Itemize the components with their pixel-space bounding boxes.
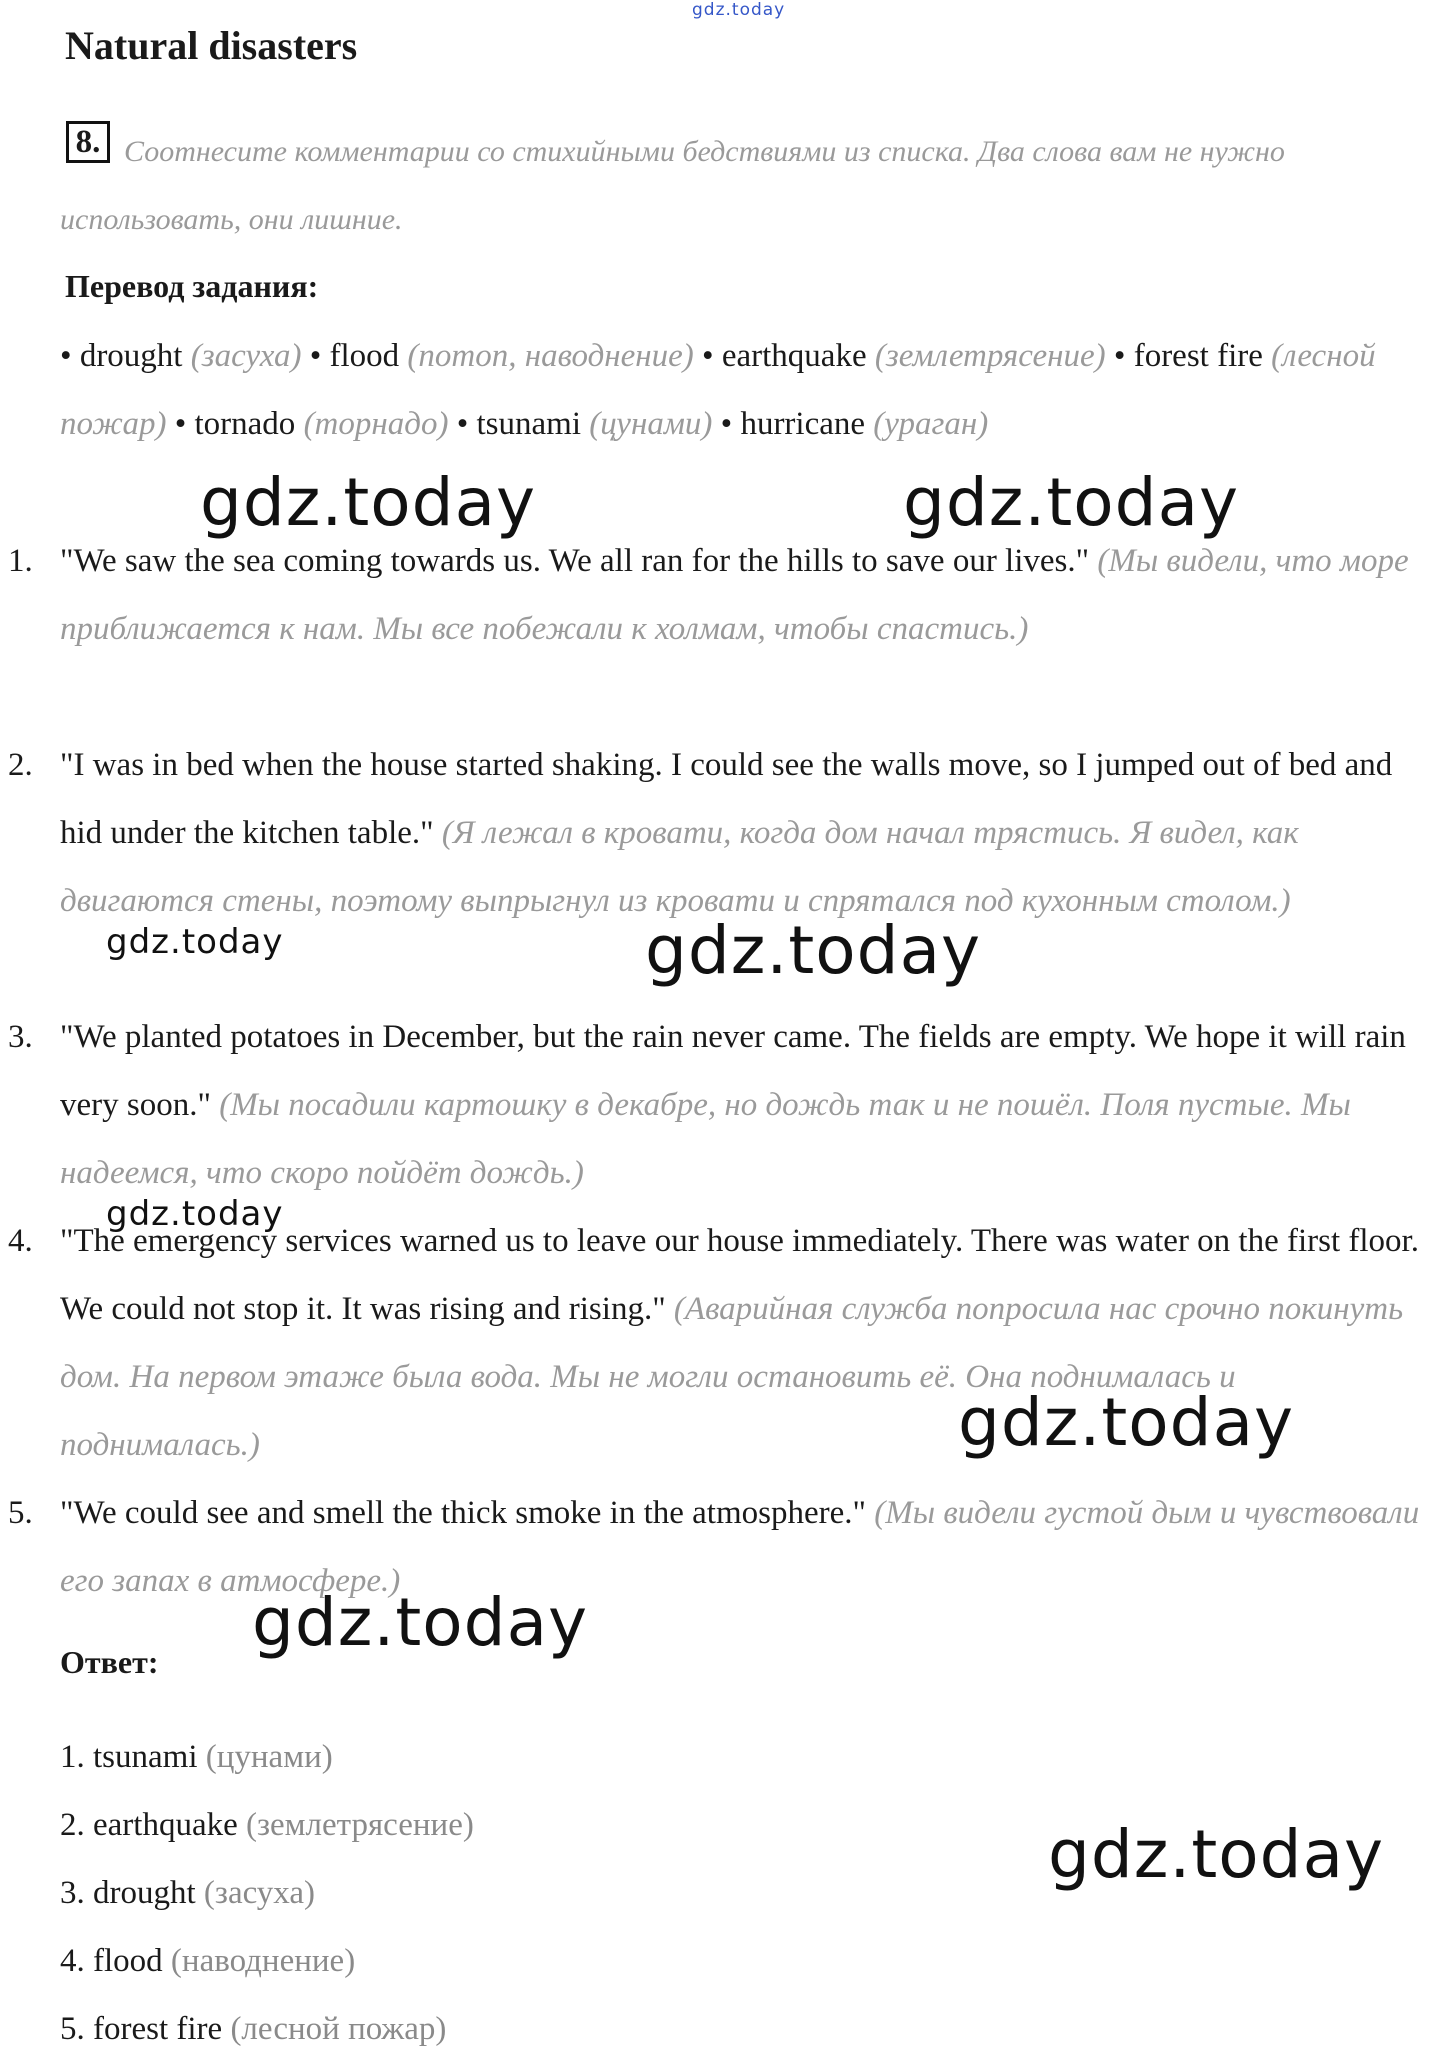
word-ru: (землетрясение) <box>874 338 1106 374</box>
task-number-box: 8. <box>66 121 110 163</box>
item-number: 1. <box>8 543 33 579</box>
item-translation: (Мы посадили картошку в декабре, но дождь так и не пошёл. Поля пустые. Мы надеемся, что скоро пойдёт дождь.) <box>60 1087 1351 1191</box>
word-en: tornado <box>194 406 296 442</box>
word-en: flood <box>329 338 400 374</box>
answer-heading: Ответ: <box>60 1644 159 1680</box>
item-translation: (Мы видели, что море приближается к нам. Мы все побежали к холмам, чтобы спастись.) <box>60 543 1409 647</box>
word-ru: (ураган) <box>873 406 989 442</box>
watermark: gdz.today <box>200 464 537 541</box>
watermark: gdz.today <box>106 1194 284 1234</box>
item-translation: (Я лежал в кровати, когда дом начал трястись. Я видел, как двигаются стены, поэтому выпрыгнул из кровати и спрятался под кухонным столом.) <box>60 815 1299 919</box>
item-quote: "I was in bed when the house started shaking. I could see the walls move, so I jumped out of bed and hid under the kitchen table." <box>60 747 1393 851</box>
watermark: gdz.today <box>252 1584 589 1661</box>
item-number: 4. <box>8 1223 33 1259</box>
word-en: drought <box>79 338 183 374</box>
word-en: earthquake <box>721 338 867 374</box>
word-en: tsunami <box>476 406 581 442</box>
word-ru: (цунами) <box>589 406 713 442</box>
word-ru: (лесной пожар) <box>60 338 1376 442</box>
task-instruction: Соотнесите комментарии со стихийными бедствиями из списка. Два слова вам не нужно использовать, они лишние. <box>60 135 1285 236</box>
answer-item: 5. forest fire (лесной пожар) <box>60 2011 447 2047</box>
word-ru: (потоп, наводнение) <box>407 338 694 374</box>
watermark: gdz.today <box>1048 1816 1385 1893</box>
item-quote: "We saw the sea coming towards us. We all ran for the hills to save our lives." <box>60 543 1090 579</box>
word-en: hurricane <box>740 406 866 442</box>
answer-item: 3. drought (засуха) <box>60 1875 316 1911</box>
watermark: gdz.today <box>958 1384 1295 1461</box>
answer-item: 2. earthquake (землетрясение) <box>60 1807 474 1843</box>
answer-list <box>60 1723 474 2063</box>
answer-item: 4. flood (наводнение) <box>60 1943 356 1979</box>
list-item <box>8 527 1420 663</box>
item-translation: (Аварийная служба попросила нас срочно покинуть дом. На первом этаже была вода. Мы не могли остановить её. Она поднималась и поднималась.) <box>60 1291 1404 1463</box>
item-number: 5. <box>8 1495 33 1531</box>
item-number: 3. <box>8 1019 33 1055</box>
list-item <box>8 1003 1420 1207</box>
word-ru: (засуха) <box>190 338 302 374</box>
item-quote: "We could see and smell the thick smoke in the atmosphere." <box>60 1495 866 1531</box>
word-list: • drought (засуха) • flood (потоп, наводнение) • earthquake (землетрясение) • forest fire (лесной пожар) • tornado (торнадо) • tsunami (цунами) • hurricane (ураган) <box>60 338 1376 442</box>
answer-item: 1. tsunami (цунами) <box>60 1739 333 1775</box>
item-quote: "The emergency services warned us to leave our house immediately. There was water on the first floor. We could not stop it. It was rising and rising." <box>60 1223 1419 1327</box>
watermark: gdz.today <box>645 912 982 989</box>
page-title: Natural disasters <box>65 23 358 68</box>
word-ru: (торнадо) <box>303 406 449 442</box>
watermark-top: gdz.today <box>692 0 786 20</box>
item-number: 2. <box>8 747 33 783</box>
translation-heading: Перевод задания: <box>65 268 319 304</box>
watermark: gdz.today <box>106 922 284 962</box>
watermark: gdz.today <box>903 464 1240 541</box>
word-en: forest fire <box>1133 338 1263 374</box>
item-translation: (Мы видели густой дым и чувствовали его запах в атмосфере.) <box>60 1495 1420 1599</box>
item-quote: "We planted potatoes in December, but the rain never came. The fields are empty. We hope it will rain very soon." <box>60 1019 1406 1123</box>
list-item <box>8 731 1420 935</box>
